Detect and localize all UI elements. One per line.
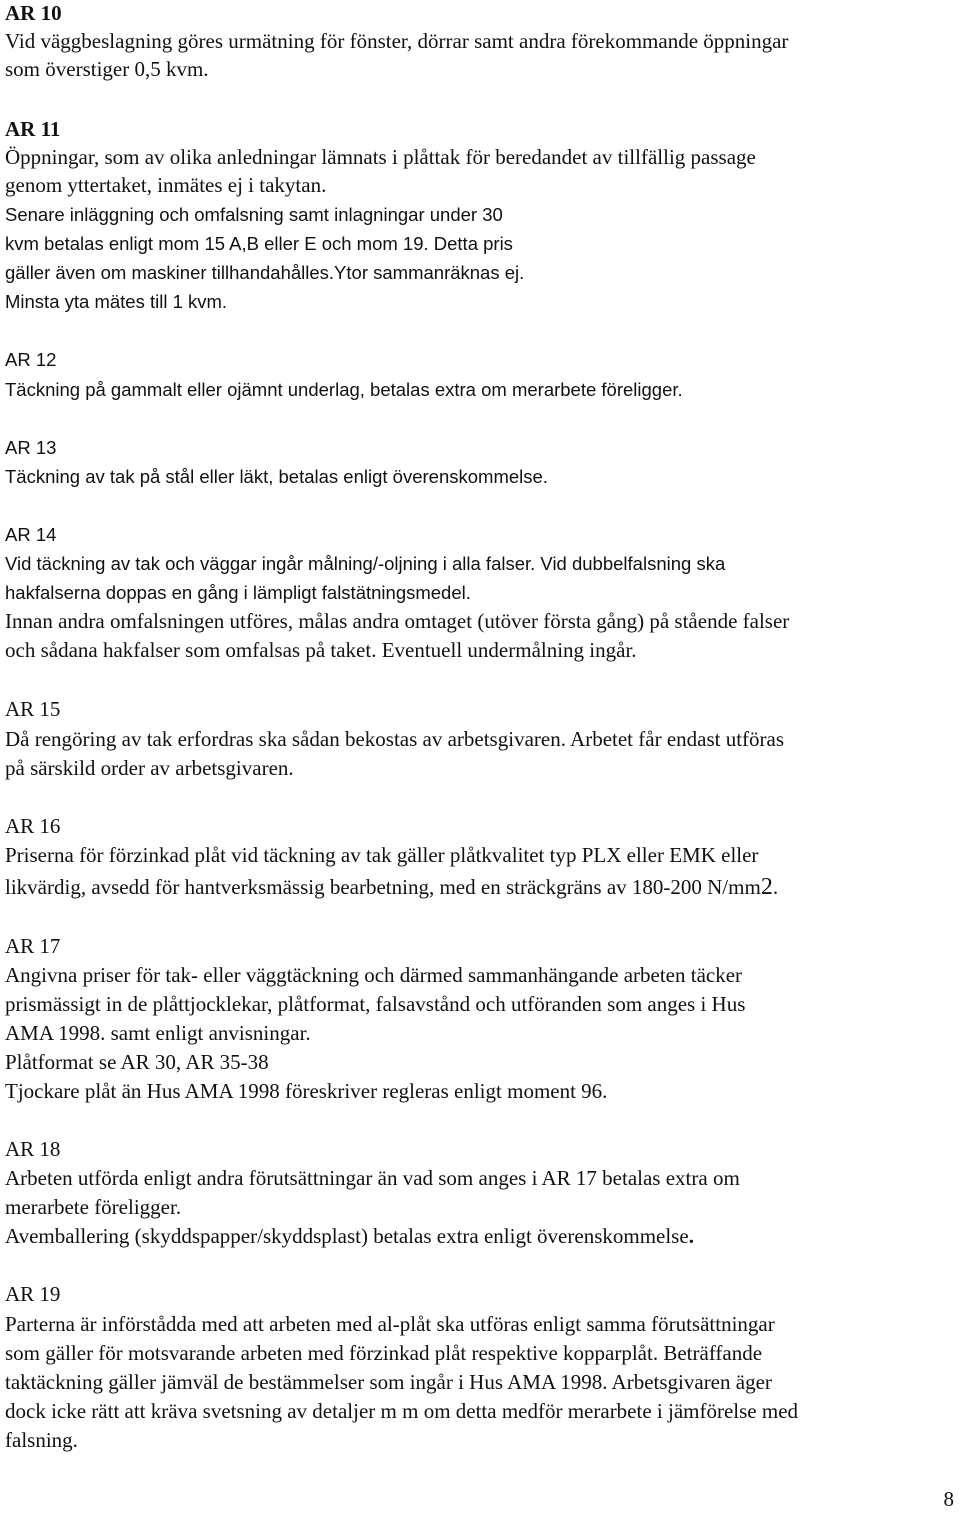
line-text: likvärdig, avsedd för hantverksmässig bearbetning, med en sträckgräns av 180-200 N/mm bbox=[5, 875, 761, 899]
paragraph-line: Minsta yta mätes till 1 kvm. bbox=[5, 291, 228, 312]
paragraph-line: kvm betalas enligt mom 15 A,B eller E och mom 19. Detta pris bbox=[5, 233, 513, 254]
paragraph-line: Senare inläggning och omfalsning samt inlagningar under 30 bbox=[5, 204, 503, 225]
line-end: . bbox=[772, 875, 779, 899]
paragraph-line: och sådana hakfalser som omfalsas på taket. Eventuell undermålning ingår. bbox=[5, 638, 637, 662]
paragraph-line: Vid täckning av tak och väggar ingår målning/-oljning i alla falser. Vid dubbelfalsning ska bbox=[5, 553, 726, 574]
paragraph-line bbox=[5, 1223, 694, 1249]
exponent: 2 bbox=[760, 874, 773, 900]
paragraph-line: gäller även om maskiner tillhandahålles.Ytor sammanräknas ej. bbox=[5, 262, 525, 283]
paragraph-line: Innan andra omfalsningen utföres, målas andra omtaget (utöver första gång) på stående falser bbox=[5, 609, 790, 633]
paragraph-line: AMA 1998. samt enligt anvisningar. bbox=[5, 1021, 311, 1045]
section-heading: AR 13 bbox=[5, 437, 57, 458]
page-number: 8 bbox=[943, 1487, 954, 1511]
paragraph-line: genom yttertaket, inmätes ej i takytan. bbox=[5, 173, 327, 197]
paragraph-line: merarbete föreligger. bbox=[5, 1195, 182, 1219]
paragraph-line: Täckning på gammalt eller ojämnt underlag, betalas extra om merarbete föreligger. bbox=[5, 379, 683, 400]
paragraph-line: Då rengöring av tak erfordras ska sådan bekostas av arbetsgivaren. Arbetet får endast utföras bbox=[5, 727, 785, 751]
paragraph-line: som överstiger 0,5 kvm. bbox=[5, 57, 209, 81]
paragraph-line: Angivna priser för tak- eller väggtäckning och därmed sammanhängande arbeten täcker bbox=[5, 963, 743, 987]
paragraph-line: dock icke rätt att kräva svetsning av detaljer m m om detta medför merarbete i jämförelse med bbox=[5, 1399, 799, 1423]
paragraph-line: hakfalserna doppas en gång i lämpligt falstätningsmedel. bbox=[5, 582, 471, 603]
line-end: . bbox=[688, 1224, 694, 1248]
section-heading: AR 15 bbox=[5, 697, 61, 721]
section-heading: AR 19 bbox=[5, 1282, 61, 1306]
section-heading: AR 11 bbox=[5, 117, 61, 141]
paragraph-line: som gäller för motsvarande arbeten med förzinkad plåt respektive kopparplåt. Beträffande bbox=[5, 1341, 763, 1365]
line-text: Avemballering (skyddspapper/skyddsplast) betalas extra enligt överenskommelse bbox=[5, 1224, 689, 1248]
paragraph-line bbox=[5, 874, 778, 900]
paragraph-line: Vid väggbeslagning göres urmätning för fönster, dörrar samt andra förekommande öppningar bbox=[5, 29, 789, 53]
paragraph-line: Öppningar, som av olika anledningar lämnats i plåttak för beredandet av tillfällig passage bbox=[5, 145, 756, 169]
paragraph-line: falsning. bbox=[5, 1428, 78, 1452]
paragraph-line: Arbeten utförda enligt andra förutsättningar än vad som anges i AR 17 betalas extra om bbox=[5, 1166, 740, 1190]
paragraph-line: taktäckning gäller jämväl de bestämmelser som ingår i Hus AMA 1998. Arbetsgivaren äger bbox=[5, 1370, 772, 1394]
section-heading: AR 12 bbox=[5, 349, 57, 370]
paragraph-line: Parterna är införstådda med att arbeten med al-plåt ska utföras enligt samma förutsättningar bbox=[5, 1312, 775, 1336]
paragraph-line: på särskild order av arbetsgivaren. bbox=[5, 756, 294, 780]
section-heading: AR 10 bbox=[5, 1, 62, 25]
paragraph-line: Tjockare plåt än Hus AMA 1998 föreskriver regleras enligt moment 96. bbox=[5, 1079, 608, 1103]
section-heading: AR 14 bbox=[5, 524, 57, 545]
paragraph-line: prismässigt in de plåttjocklekar, plåtformat, falsavstånd och utföranden som anges i Hus bbox=[5, 992, 746, 1016]
section-heading: AR 16 bbox=[5, 814, 61, 838]
paragraph-line: Täckning av tak på stål eller läkt, betalas enligt överenskommelse. bbox=[5, 466, 548, 487]
paragraph-line: Plåtformat se AR 30, AR 35-38 bbox=[5, 1050, 269, 1074]
section-heading: AR 18 bbox=[5, 1137, 61, 1161]
paragraph-line: Priserna för förzinkad plåt vid täckning av tak gäller plåtkvalitet typ PLX eller EMK eller bbox=[5, 843, 759, 867]
section-heading: AR 17 bbox=[5, 934, 61, 958]
